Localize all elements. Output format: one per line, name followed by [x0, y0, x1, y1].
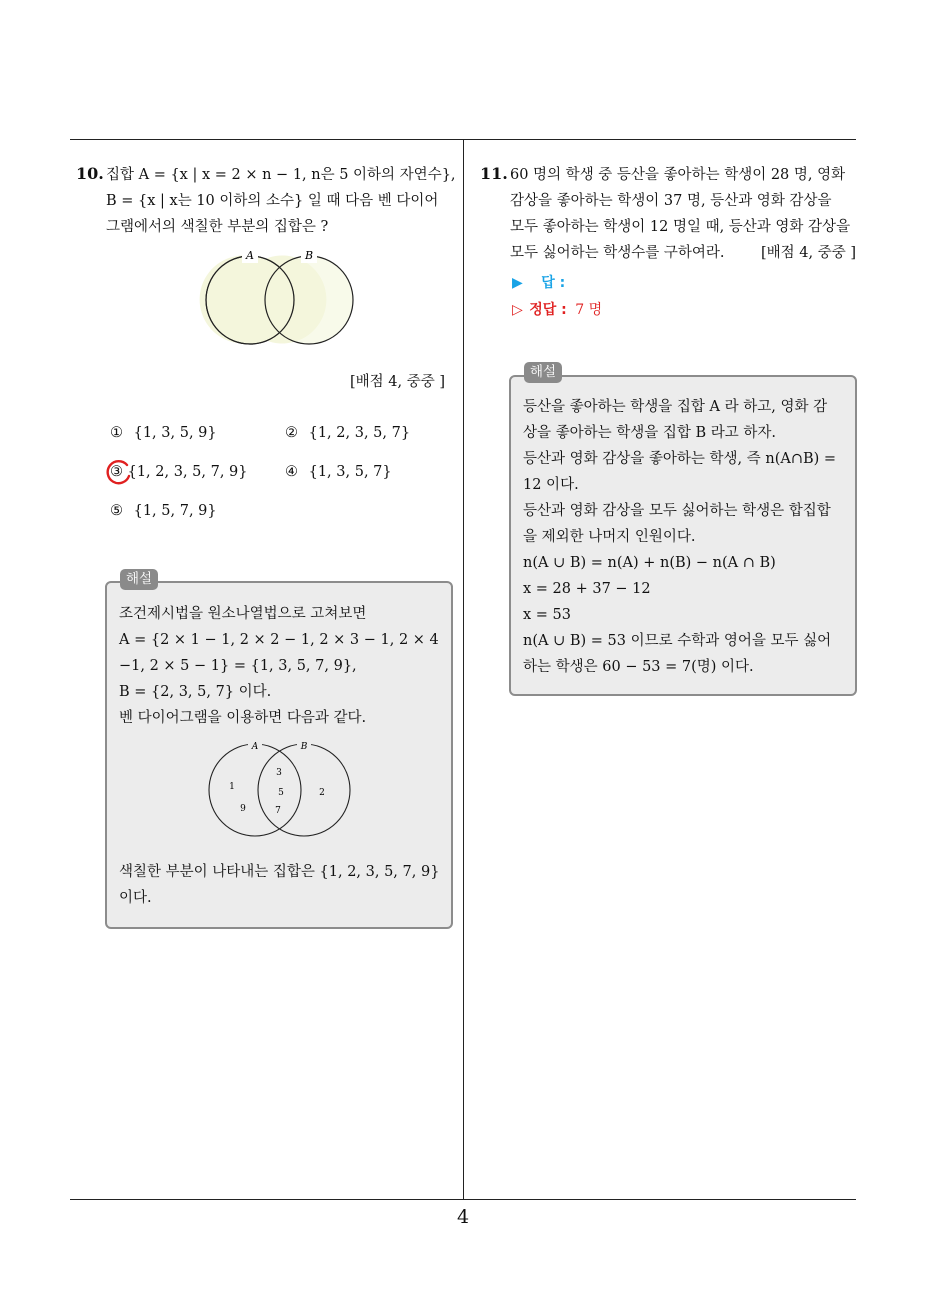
q10-solution-line-5: 벤 다이어그램을 이용하면 다음과 같다. — [119, 710, 367, 726]
choice-2-number: ② — [285, 425, 298, 441]
venn-diagram-question — [195, 245, 365, 355]
question-11-line-4: 모두 싫어하는 학생수를 구하여라. — [510, 245, 725, 261]
question-10-line-1: 집합 A = {x | x = 2 × n − 1, n은 5 이하의 자연수}, — [106, 167, 456, 183]
choice-4[interactable] — [285, 462, 392, 482]
question-10-number: 10. — [76, 164, 104, 183]
question-11-line-1: 60 명의 학생 중 등산을 좋아하는 학생이 28 명, 영화 — [510, 167, 846, 183]
choice-4-number: ④ — [285, 464, 298, 480]
answer-circle-mark — [103, 457, 133, 487]
choice-3-number: ③ — [110, 464, 123, 480]
q10-solution-line-4: B = {2, 3, 5, 7} 이다. — [119, 684, 272, 700]
q11-solution-line-1: 등산을 좋아하는 학생을 집합 A 라 하고, 영화 감 — [523, 399, 828, 415]
choice-5-text: {1, 5, 7, 9} — [133, 503, 217, 519]
question-10-solution-tag: 해설 — [120, 569, 158, 590]
q11-solution-line-9: x = 53 — [523, 607, 571, 623]
venn2-value-5: 5 — [278, 788, 284, 798]
question-11-line-2: 감상을 좋아하는 학생이 37 명, 등산과 영화 감상을 — [510, 193, 832, 209]
q10-solution-end-1: 색칠한 부분이 나타내는 집합은 {1, 2, 3, 5, 7, 9} — [119, 864, 440, 880]
venn2-circle-b — [258, 744, 350, 836]
venn2-value-9: 9 — [240, 804, 246, 814]
q11-solution-line-3: 등산과 영화 감상을 좋아하는 학생, 즉 n(A∩B) = — [523, 451, 837, 467]
choice-1[interactable] — [110, 423, 217, 443]
venn-diagram-solution — [200, 738, 360, 840]
bottom-rule — [70, 1199, 856, 1200]
venn2-label-b: B — [300, 742, 308, 752]
question-11-solution-tag: 해설 — [524, 362, 562, 383]
choice-1-text: {1, 3, 5, 9} — [133, 425, 217, 441]
q11-solution-line-4: 12 이다. — [523, 477, 579, 493]
venn-circle-b — [265, 256, 353, 344]
venn-label-b: B — [304, 249, 314, 262]
choice-2[interactable] — [285, 423, 410, 443]
choice-2-text: {1, 2, 3, 5, 7} — [308, 425, 411, 441]
correct-triangle-icon: ▷ — [512, 302, 523, 318]
venn-label-a: A — [246, 249, 254, 262]
q10-solution-line-3: −1, 2 × 5 − 1} = {1, 3, 5, 7, 9}, — [119, 658, 357, 674]
answer-input-row[interactable] — [512, 272, 565, 292]
question-11-score: [배점 4, 중중 ] — [761, 245, 857, 261]
question-10-line-2: B = {x | x는 10 이하의 소수} 일 때 다음 벤 다이어 — [106, 193, 439, 209]
q11-solution-line-6: 을 제외한 나머지 인원이다. — [523, 529, 696, 545]
venn2-value-3: 3 — [276, 768, 282, 778]
page-number: 4 — [456, 1206, 470, 1228]
answer-play-icon: ▶ — [512, 275, 523, 291]
q11-solution-line-2: 상을 좋아하는 학생을 집합 B 라고 하자. — [523, 425, 777, 441]
question-11-number: 11. — [480, 164, 508, 183]
q11-solution-line-5: 등산과 영화 감상을 모두 싫어하는 학생은 합집합 — [523, 503, 831, 519]
answer-label: 답 : — [541, 275, 566, 291]
choice-1-number: ① — [110, 425, 123, 441]
question-10-score: [배점 4, 중중 ] — [350, 374, 446, 390]
venn2-value-7: 7 — [275, 806, 281, 816]
venn2-value-1: 1 — [229, 782, 235, 792]
question-10-line-3: 그램에서의 색칠한 부분의 집합은 ? — [106, 219, 329, 235]
column-divider — [463, 139, 464, 1200]
venn2-label-a: A — [251, 742, 259, 752]
q11-solution-line-10: n(A ∪ B) = 53 이므로 수학과 영어을 모두 싫어 — [523, 633, 832, 649]
q11-solution-line-7: n(A ∪ B) = n(A) + n(B) − n(A ∩ B) — [523, 555, 776, 571]
q11-solution-line-11: 하는 학생은 60 − 53 = 7(명) 이다. — [523, 659, 754, 675]
correct-answer-row — [512, 299, 602, 319]
choice-5-number: ⑤ — [110, 503, 123, 519]
q11-solution-line-8: x = 28 + 37 − 12 — [523, 581, 651, 597]
choice-3-text: {1, 2, 3, 5, 7, 9} — [127, 464, 248, 480]
correct-value: 7 명 — [575, 302, 603, 318]
choice-4-text: {1, 3, 5, 7} — [308, 464, 392, 480]
q10-solution-end-2: 이다. — [119, 890, 152, 906]
venn2-value-2: 2 — [319, 788, 325, 798]
venn2-circle-a — [209, 744, 301, 836]
q10-solution-line-1: 조건제시법을 원소나열법으로 고쳐보면 — [119, 606, 367, 622]
question-11-line-3: 모두 좋아하는 학생이 12 명일 때, 등산과 영화 감상을 — [510, 219, 851, 235]
q10-solution-line-2: A = {2 × 1 − 1, 2 × 2 − 1, 2 × 3 − 1, 2 × 4 — [119, 632, 439, 648]
correct-label: 정답 : — [529, 302, 567, 318]
choice-5[interactable] — [110, 501, 217, 521]
